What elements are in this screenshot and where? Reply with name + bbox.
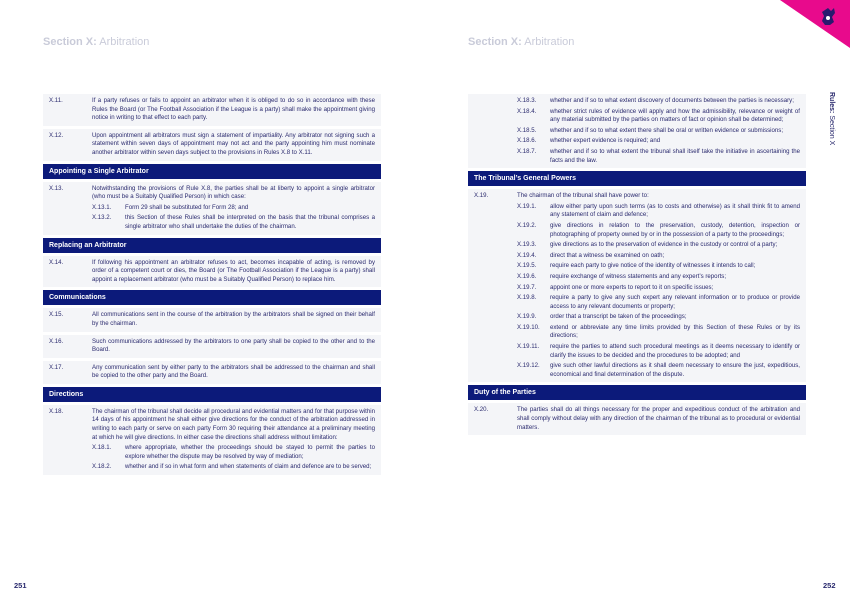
heading-general-powers: The Tribunal’s General Powers bbox=[468, 171, 806, 186]
rule-x12: X.12. Upon appointment all arbitrators must sign a statement of impartiality. Any arbitrator not signing such a statement within seven days of appointment may not act and the party appointing him must nominate another arbitrator within seven days subject to the provisions in Rules X.8 to X.11. bbox=[43, 129, 381, 161]
rule-x15: X.15. All communications sent in the course of the arbitration by the arbitrators shall be signed on their behalf by the chairman. bbox=[43, 308, 381, 331]
rule-x13-2: X.13.2. this Section of these Rules shall be interpreted on the basis that the tribunal comprises a single arbitrator who shall undertake the duties of the chairman. bbox=[92, 214, 375, 230]
heading-appointing-single: Appointing a Single Arbitrator bbox=[43, 164, 381, 179]
lion-crest-icon bbox=[760, 0, 850, 48]
rule-x18-3: X.18.3. whether and if so to what extent discovery of documents between the parties is necessary; bbox=[517, 97, 794, 104]
rule-x19-11: X.19.11. require the parties to attend such procedural meetings as it deems necessary to identify or clarify the issues to be decided and the procedures to be adopted; and bbox=[517, 343, 800, 359]
rule-x20: X.20. The parties shall do all things necessary for the proper and expeditious conduct of the arbitration and shall comply without delay with any direction of the chairman of the tribunal as to procedural or evidential matters. bbox=[468, 403, 806, 435]
rule-x11: X.11. If a party refuses or fails to appoint an arbitrator when it is obliged to do so in accordance with these Rules the Board (or The Football Association if the League is a party) shall make the appointment giving notice in writing to that effect to each party. bbox=[43, 94, 381, 126]
page-number: 252 bbox=[823, 581, 836, 590]
rule-x14: X.14. If following his appointment an arbitrator refuses to act, becomes incapable of acting, is removed by order of a competent court or dies, the Board (or The Football Association if the League is a party) shall appoint a replacement arbitrator (who must be a Suitably Qualified Person) to replace him. bbox=[43, 256, 381, 288]
rule-x16: X.16. Such communications addressed by the arbitrators to one party shall be copied to the other and to the Board. bbox=[43, 335, 381, 358]
left-column bbox=[43, 94, 381, 478]
rule-x19-6: X.19.6. require exchange of witness statements and any expert’s reports; bbox=[517, 272, 727, 280]
right-page bbox=[425, 0, 850, 603]
side-section-label: Rules: Section X bbox=[828, 92, 835, 146]
rule-x19-9: X.19.9. order that a transcript be taken of the proceedings; bbox=[517, 313, 687, 321]
rule-x18-5: X.18.5. whether and if so to what extent there shall be oral or written evidence or submissions; bbox=[517, 126, 784, 134]
rule-x18-7: X.18.7. whether and if so to what extent the tribunal shall itself take the initiative in ascertaining the facts and the law. bbox=[517, 147, 800, 164]
heading-directions: Directions bbox=[43, 387, 381, 402]
heading-replacing: Replacing an Arbitrator bbox=[43, 238, 381, 253]
page-number: 251 bbox=[14, 581, 27, 590]
rule-x19-8: X.19.8. require a party to give any such expert any relevant information or to produce or provide access to any relevant documents or property; bbox=[517, 294, 800, 310]
rule-x18-2: X.18.2. whether and if so in what form and when statements of claim and defence are to be served; bbox=[92, 463, 372, 471]
rule-x17: X.17. Any communication sent by either party to the arbitrators shall be addressed to the chairman and shall be copied to the other party and the Board. bbox=[43, 361, 381, 384]
section-title: Section X: Arbitration bbox=[43, 36, 150, 48]
right-column bbox=[468, 94, 806, 438]
rule-x19-12: X.19.12. give such other lawful directions as it shall deem necessary to ensure the just, expeditious, economical and final determination of the dispute. bbox=[517, 362, 800, 378]
rule-x19-3: X.19.3. give directions as to the preservation of evidence in the custody or control of a party; bbox=[517, 241, 778, 249]
rule-x18: X.18. The chairman of the tribunal shall decide all procedural and evidential matters and for that purpose within 14 days of his appointment he shall either give directions for the conduct of the arbitration addressed in writing to each party or serve on each party Form 30 requiring their attendance at a preliminary meeting at which he will give directions. In either case the directions shall address without limitation: X.18.1. where appropriate, whether the proceedings should be stayed to permit the parties to explore whether the dispute may be resolved by way of mediation; X.18.2. whether and if so in what form and when statements of claim and defence are to be served; bbox=[43, 405, 381, 475]
rule-x19-5: X.19.5. require each party to give notice of the identity of witnesses it intends to call; bbox=[517, 262, 756, 270]
section-title: Section X: Arbitration bbox=[468, 36, 575, 48]
rule-x18-6: X.18.6. whether expert evidence is required; and bbox=[517, 137, 661, 145]
rule-x18-4: X.18.4. whether strict rules of evidence will apply and how the admissibility, relevance or weight of any material submitted by the parties on matters of fact or opinion shall be determined; bbox=[517, 107, 800, 124]
rule-x19: X.19. The chairman of the tribunal shall have power to: X.19.1. allow either party upon such terms (as to costs and otherwise) as it shall think fit to amend any statement of claim and defence; X.19.2. give directions in relation to the preservation, custody, detention, inspection or photographing of property owned by or in the possession of a party to the proceedings; X.19.3. give directions as to the preservation of evidence in the custody or control of a party; X.19.4. direct that a witness be examined on oath; X.19.5. require each party to give notice of the identity of witnesses it intends to call; X.19.6. require exchange of witness statements and any expert’s reports; X.19.7. appoint one or more experts to report to it on specific issues; X.19.8. require a party to give any such expert any relevant information or to produce or provide access to any relevant documents or property; X.19.9. order that a transcript be taken of the proceedings; X.19.10. extend or abbreviate any time limits provided by this Section of these Rules or by its directions; X.19.11. require the parties to attend such procedural meetings as it deems necessary to identify or clarify the issues to be decided and the procedures to be adopted; and X.19.12. give such other lawful directions as it shall deem necessary to ensure the just, expeditious, economical and final determination of the dispute. bbox=[468, 189, 806, 382]
rule-x19-7: X.19.7. appoint one or more experts to report to it on specific issues; bbox=[517, 283, 714, 291]
rule-x19-2: X.19.2. give directions in relation to the preservation, custody, detention, inspection or photographing of property owned by or in the possession of a party to the proceedings; bbox=[517, 221, 800, 238]
rule-x13-1: X.13.1. Form 29 shall be substituted for Form 28; and bbox=[92, 203, 249, 211]
rule-x18-continued bbox=[468, 94, 806, 168]
rule-x19-10: X.19.10. extend or abbreviate any time limits provided by this Section of these Rules or by its directions; bbox=[517, 323, 800, 340]
heading-duty-of-parties: Duty of the Parties bbox=[468, 385, 806, 400]
heading-communications: Communications bbox=[43, 290, 381, 305]
rule-x13: X.13. Notwithstanding the provisions of Rule X.8, the parties shall be at liberty to appoint a single arbitrator (who must be a Suitably Qualified Person) in which case: X.13.1. Form 29 shall be substituted for Form 28; and X.13.2. this Section of these Rules shall be interpreted on the basis that the tribunal comprises a single arbitrator who shall undertake the duties of the chairman. bbox=[43, 182, 381, 235]
rule-x19-1: X.19.1. allow either party upon such terms (as to costs and otherwise) as it shall think fit to amend any statement of claim and defence; bbox=[517, 202, 800, 219]
rule-x19-4: X.19.4. direct that a witness be examined on oath; bbox=[517, 251, 665, 259]
rule-x18-1: X.18.1. where appropriate, whether the proceedings should be stayed to permit the parties to explore whether the dispute may be resolved by way of mediation; bbox=[92, 444, 375, 460]
